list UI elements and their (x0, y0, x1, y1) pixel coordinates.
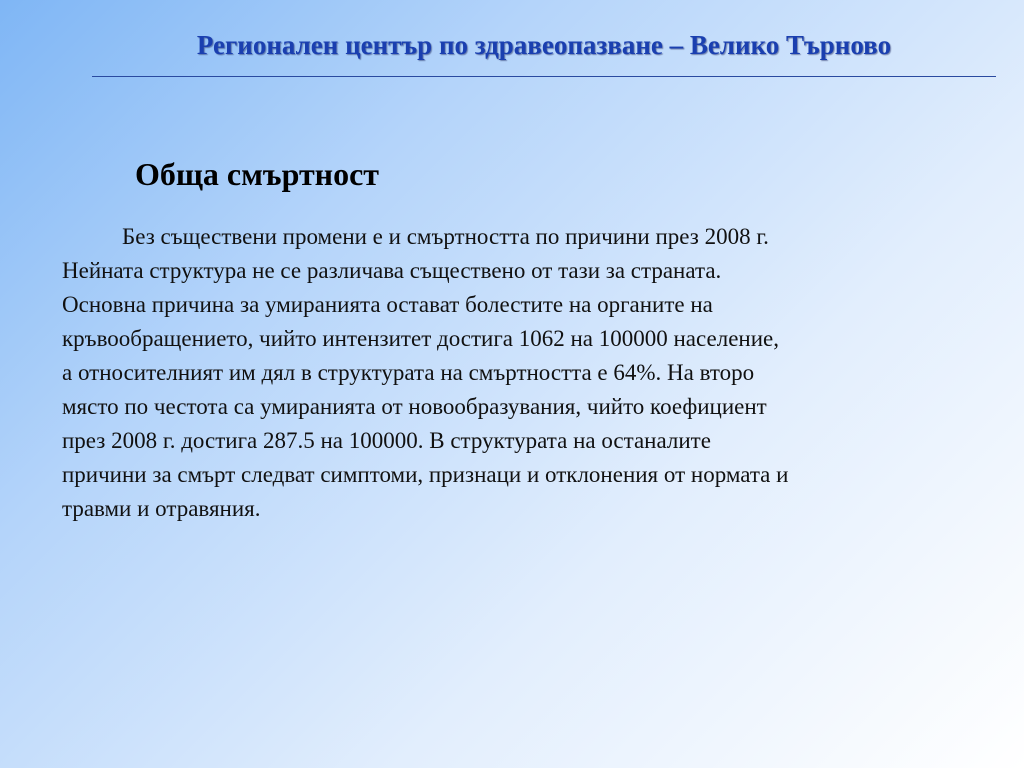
paragraph-line: Основна причина за умиранията остават болестите на органите на (62, 292, 713, 317)
paragraph-line: през 2008 г. достига 287.5 на 100000. В структурата на останалите (62, 428, 711, 453)
body-paragraph (62, 220, 972, 526)
header-title: Регионален център по здравеопазване – Велико Търново (196, 30, 892, 60)
section-heading: Обща смъртност (135, 156, 380, 192)
paragraph-line: а относителният им дял в структурата на смъртността е 64%. На второ (62, 360, 755, 385)
paragraph-line: Без съществени промени е и смъртността по причини през 2008 г. (122, 224, 769, 249)
paragraph-line: място по честота са умиранията от новообразувания, чийто коефициент (62, 394, 767, 419)
header-divider (92, 76, 996, 77)
paragraph-line: Нейната структура не се различава съществено от тази за страната. (62, 258, 722, 283)
paragraph-line: травми и отравяния. (62, 496, 261, 521)
paragraph-line: кръвообращението, чийто интензитет достига 1062 на 100000 население, (62, 326, 779, 351)
paragraph-line: причини за смърт следват симптоми, признаци и отклонения от нормата и (62, 462, 789, 487)
